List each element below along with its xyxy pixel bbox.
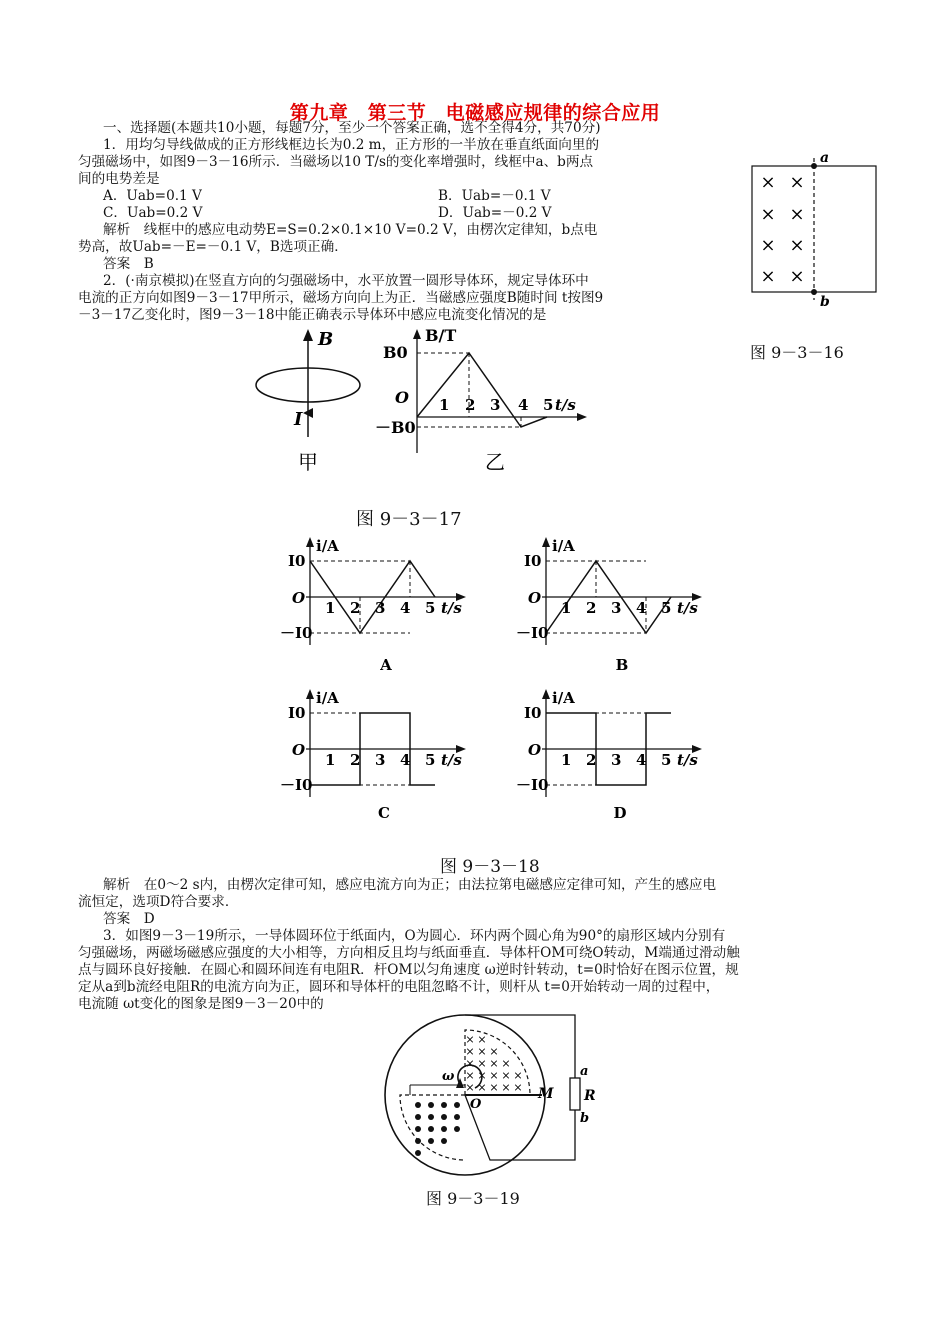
caption-fig19: 图 9－3－19 (426, 1189, 520, 1208)
tick-2: 2 (350, 599, 361, 617)
tick-3: 3 (611, 599, 622, 617)
current-label: I (294, 409, 303, 430)
q1-option-a: A．Uab=0.1 V (103, 188, 202, 204)
q1-line-1: 1．用均匀导线做成的正方形线框边长为0.2 m，正方形的一半放在垂直纸面向里的 (103, 137, 600, 153)
y-axis-label: i/A (316, 537, 339, 555)
q3-line-1: 3．如图9－3－19所示，一导体圆环位于纸面内，O为圆心．环内两个圆心角为90°的扇形区域内分别有 (103, 928, 726, 944)
tick-1: 1 (325, 751, 336, 769)
dot-mark (454, 1126, 460, 1132)
cross-mark: × (760, 235, 776, 256)
tick-1: 1 (439, 396, 450, 414)
y-axis-label: i/A (552, 537, 575, 555)
cross-mark: × (489, 1057, 499, 1070)
figure-9-3-17-yi (375, 325, 595, 485)
panel-b-label: B (615, 656, 629, 674)
figure-9-3-19 (380, 1008, 600, 1180)
origin-label: O (395, 388, 409, 407)
cross-mark: × (501, 1081, 511, 1094)
dot-mark (415, 1138, 421, 1144)
m-label: M (538, 1086, 554, 1102)
figure-9-3-18 (280, 525, 780, 855)
b-field-label: B (318, 329, 334, 350)
dot-mark (428, 1126, 434, 1132)
q2-line-2: 电流的正方向如图9－3－17甲所示，磁场方向向上为正．当磁感应强度B随时间 t按图9 (78, 290, 604, 306)
dot-mark (441, 1138, 447, 1144)
cross-mark: × (465, 1069, 475, 1082)
tick-1: 1 (561, 599, 572, 617)
cross-mark: × (477, 1033, 487, 1046)
dot-mark (441, 1102, 447, 1108)
cross-mark: × (465, 1057, 475, 1070)
i0-label: I0 (524, 704, 542, 722)
dot-mark (415, 1126, 421, 1132)
cross-mark: × (789, 172, 805, 193)
q1-answer: 答案 B (103, 256, 154, 272)
i0-label: I0 (524, 552, 542, 570)
tick-5: 5 (661, 751, 672, 769)
i0-label: I0 (288, 552, 306, 570)
y-axis-label: i/A (552, 689, 575, 707)
cross-mark: × (501, 1069, 511, 1082)
cross-mark: × (789, 266, 805, 287)
tick-2: 2 (586, 751, 597, 769)
origin-label: O (292, 741, 306, 759)
tick-5: 5 (543, 396, 554, 414)
q1-line-2: 匀强磁场中，如图9－3－16所示．当磁场以10 T/s的变化率增强时，线框中a、b两点 (78, 154, 594, 170)
current-panel-b (516, 537, 702, 645)
origin-label: O (528, 741, 542, 759)
cross-mark: × (465, 1081, 475, 1094)
t-axis-label: t/s (677, 751, 698, 769)
neg-b0-label: －B0 (375, 418, 416, 437)
tick-1: 1 (325, 599, 336, 617)
cross-mark: × (760, 172, 776, 193)
figure-9-3-16 (740, 140, 890, 310)
tick-3: 3 (611, 751, 622, 769)
cross-mark: × (513, 1081, 523, 1094)
q1-line-3: 间的电势差是 (78, 171, 160, 187)
q1-option-c: C．Uab=0.2 V (103, 205, 203, 221)
t-axis-label: t/s (677, 599, 698, 617)
q1-option-d: D．Uab=－0.2 V (438, 205, 552, 221)
tick-3: 3 (375, 599, 386, 617)
tick-4: 4 (518, 396, 529, 414)
q3-line-4: 定从a到b流经电阻R的电流方向为正，圆环和导体杆的电阻忽略不计，则杆从 t=0开始转动一周的过程中， (78, 979, 720, 995)
dot-mark (415, 1150, 421, 1156)
figure-9-3-17-jia (250, 325, 370, 475)
cross-mark: × (489, 1069, 499, 1082)
cross-mark: × (465, 1045, 475, 1058)
dot-mark (454, 1102, 460, 1108)
cross-mark: × (789, 204, 805, 225)
dot-mark (415, 1102, 421, 1108)
page-title: 第九章 第三节 电磁感应规律的综合应用 (289, 102, 661, 124)
tick-3: 3 (490, 396, 501, 414)
cross-mark: × (477, 1045, 487, 1058)
y-axis-label: B/T (425, 326, 457, 345)
yi-label: 乙 (485, 450, 505, 474)
t-axis-label: t/s (441, 599, 462, 617)
cross-mark: × (477, 1069, 487, 1082)
cross-mark: × (760, 266, 776, 287)
tick-5: 5 (425, 599, 436, 617)
q3-line-5: 电流随 ωt变化的图象是图9－3－20中的 (78, 996, 324, 1012)
t-axis-label: t/s (441, 751, 462, 769)
center-o-label: O (470, 1097, 482, 1112)
tick-2: 2 (465, 396, 476, 414)
resistor-r-label: R (584, 1088, 596, 1104)
omega-label: ω (442, 1069, 455, 1084)
panel-d-label: D (613, 804, 627, 822)
i0-label: I0 (288, 704, 306, 722)
caption-fig17: 图 9－3－17 (356, 509, 462, 530)
q1-solution-2: 势高，故Uab=－E=－0.1 V，B选项正确． (78, 239, 348, 255)
b-t-curve (417, 353, 547, 427)
dot-mark (428, 1114, 434, 1120)
q3-line-2: 匀强磁场，两磁场磁感应强度的大小相等，方向相反且均与纸面垂直．导体杆OM可绕O转动，M端通过滑动触 (78, 945, 740, 961)
origin-label: O (528, 589, 542, 607)
dot-mark (428, 1138, 434, 1144)
y-axis-label: i/A (316, 689, 339, 707)
dot-mark (441, 1114, 447, 1120)
tick-4: 4 (400, 599, 411, 617)
q2-line-1: 2．(·南京模拟)在竖直方向的匀强磁场中，水平放置一圆形导体环，规定导体环中 (103, 273, 589, 289)
t-axis-label: t/s (555, 396, 576, 414)
resistor-r (570, 1078, 580, 1110)
q2-answer: 答案 D (103, 911, 155, 927)
panel-c-label: C (378, 804, 390, 822)
tick-4: 4 (400, 751, 411, 769)
q1-solution-1: 解析 线框中的感应电动势E=S=0.2×0.1×10 V=0.2 V，由楞次定律知，b点电 (103, 222, 598, 238)
cross-mark: × (477, 1081, 487, 1094)
neg-i0-label: －I0 (516, 624, 549, 642)
dot-mark (441, 1126, 447, 1132)
tick-4: 4 (636, 751, 647, 769)
q2-solution-2: 流恒定，选项D符合要求． (78, 894, 239, 910)
tick-2: 2 (586, 599, 597, 617)
q2-solution-1: 解析 在0～2 s内，由楞次定律可知，感应电流方向为正；由法拉第电磁感应定律可知，产生的感应电 (103, 877, 717, 893)
cross-mark: × (513, 1069, 523, 1082)
cross-mark: × (789, 235, 805, 256)
caption-fig18: 图 9－3－18 (440, 857, 540, 877)
q1-option-b: B．Uab=－0.1 V (438, 188, 551, 204)
tick-3: 3 (375, 751, 386, 769)
tick-5: 5 (425, 751, 436, 769)
panel-a-label: A (380, 656, 392, 674)
current-panel-a (280, 537, 466, 645)
current-panel-d (516, 689, 702, 797)
tick-2: 2 (350, 751, 361, 769)
neg-i0-label: －I0 (280, 624, 313, 642)
dot-mark (428, 1102, 434, 1108)
b0-label: B0 (383, 343, 408, 362)
dot-mark (454, 1114, 460, 1120)
dot-mark (415, 1114, 421, 1120)
q3-line-3: 点与圆环良好接触．在圆心和圆环间连有电阻R．杆OM以匀角速度 ω逆时针转动，t=0时恰好在图示位置，规 (78, 962, 739, 978)
cross-mark: × (465, 1033, 475, 1046)
resistor-a-label: a (580, 1064, 589, 1079)
tick-1: 1 (561, 751, 572, 769)
resistor-b-label: b (580, 1111, 590, 1126)
cross-mark: × (501, 1057, 511, 1070)
caption-fig16: 图 9－3－16 (750, 343, 844, 362)
cross-mark: × (489, 1045, 499, 1058)
cross-mark: × (477, 1057, 487, 1070)
origin-label: O (292, 589, 306, 607)
neg-i0-label: －I0 (516, 776, 549, 794)
cross-mark: × (489, 1081, 499, 1094)
tick-5: 5 (661, 599, 672, 617)
tick-4: 4 (636, 599, 647, 617)
point-b-label: b (820, 294, 830, 310)
cross-mark: × (760, 204, 776, 225)
current-panel-c (280, 689, 466, 797)
neg-i0-label: －I0 (280, 776, 313, 794)
jia-label: 甲 (298, 450, 318, 474)
section-heading: 一、选择题(本题共10小题，每题7分，至少一个答案正确，选不全得4分，共70分) (103, 120, 601, 136)
point-a-label: a (820, 150, 830, 166)
q2-line-3: －3－17乙变化时，图9－3－18中能正确表示导体环中感应电流变化情况的是 (78, 307, 547, 323)
